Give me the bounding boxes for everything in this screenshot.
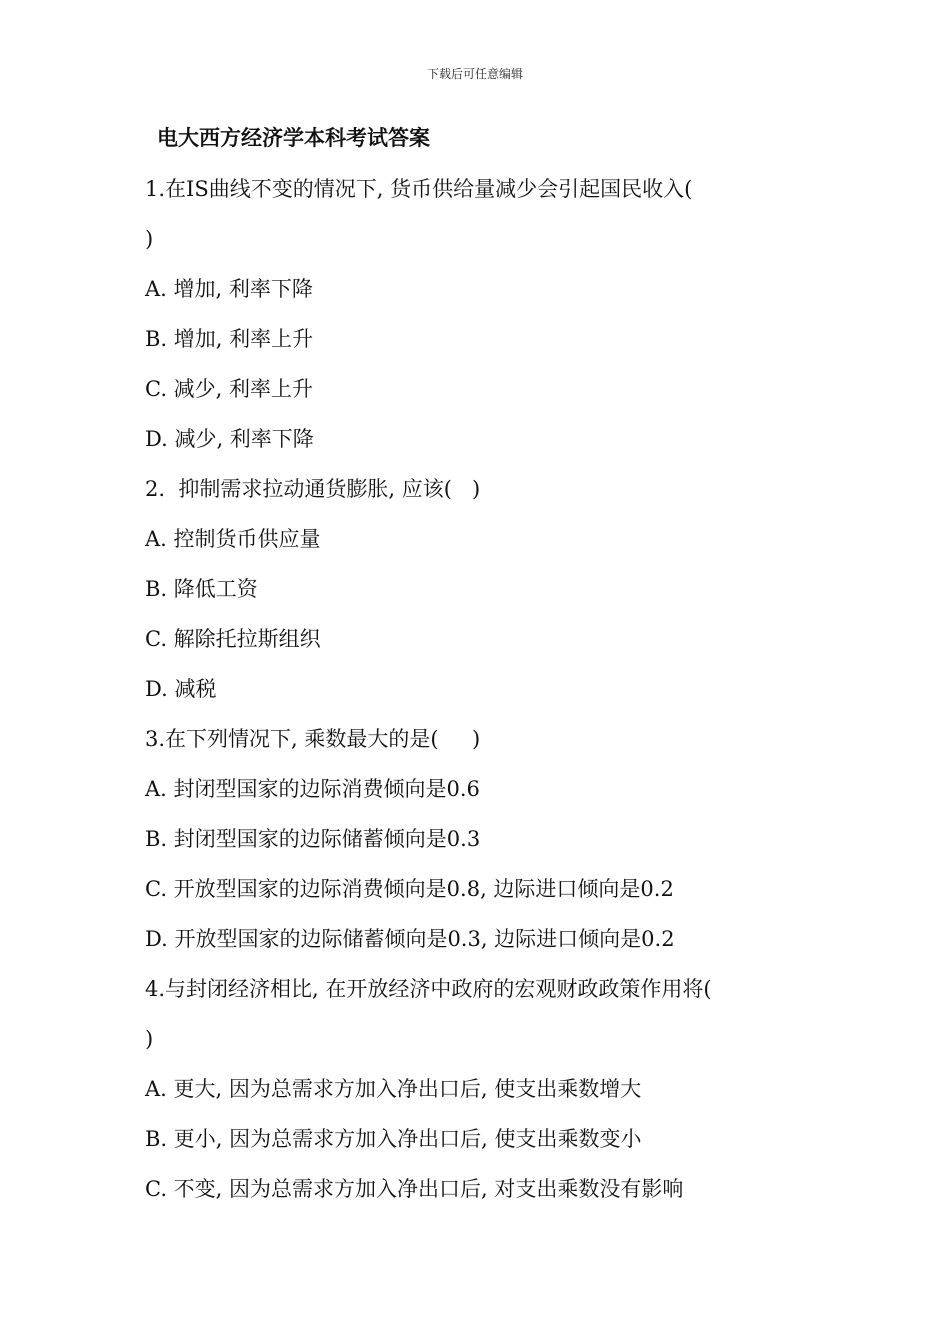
question-4-option-b: B. 更小, 因为总需求方加入净出口后, 使支出乘数变小: [145, 1127, 642, 1151]
question-3-option-c: C. 开放型国家的边际消费倾向是0.8, 边际进口倾向是0.2: [145, 877, 674, 901]
question-2-stem: 2. 抑制需求拉动通货膨胀, 应该( ): [145, 477, 481, 501]
question-4-option-a: A. 更大, 因为总需求方加入净出口后, 使支出乘数增大: [145, 1077, 642, 1101]
question-4-stem: 4.与封闭经济相比, 在开放经济中政府的宏观财政政策作用将(: [145, 977, 712, 1001]
question-3-option-b: B. 封闭型国家的边际储蓄倾向是0.3: [145, 827, 481, 851]
question-1-option-a: A. 增加, 利率下降: [145, 277, 313, 301]
question-1-option-d: D. 减少, 利率下降: [145, 427, 314, 451]
document-title: 电大西方经济学本科考试答案: [157, 126, 430, 150]
document-body: [145, 174, 805, 1224]
question-1-stem: 1.在IS曲线不变的情况下, 货币供给量减少会引起国民收入(: [145, 177, 693, 201]
question-1-stem-cont: ): [145, 227, 154, 251]
question-4-option-c: C. 不变, 因为总需求方加入净出口后, 对支出乘数没有影响: [145, 1177, 684, 1201]
question-1-option-c: C. 减少, 利率上升: [145, 377, 314, 401]
question-3-option-d: D. 开放型国家的边际储蓄倾向是0.3, 边际进口倾向是0.2: [145, 927, 675, 951]
header-note: 下载后可任意编辑: [426, 67, 523, 81]
question-2-option-b: B. 降低工资: [145, 577, 258, 601]
question-1-option-b: B. 增加, 利率上升: [145, 327, 314, 351]
question-2-option-d: D. 减税: [145, 677, 217, 701]
question-3-stem: 3.在下列情况下, 乘数最大的是( ): [145, 727, 481, 751]
question-3-option-a: A. 封闭型国家的边际消费倾向是0.6: [145, 777, 480, 801]
question-4-stem-cont: ): [145, 1027, 154, 1051]
question-2-option-c: C. 解除托拉斯组织: [145, 627, 321, 651]
question-2-option-a: A. 控制货币供应量: [145, 527, 321, 551]
